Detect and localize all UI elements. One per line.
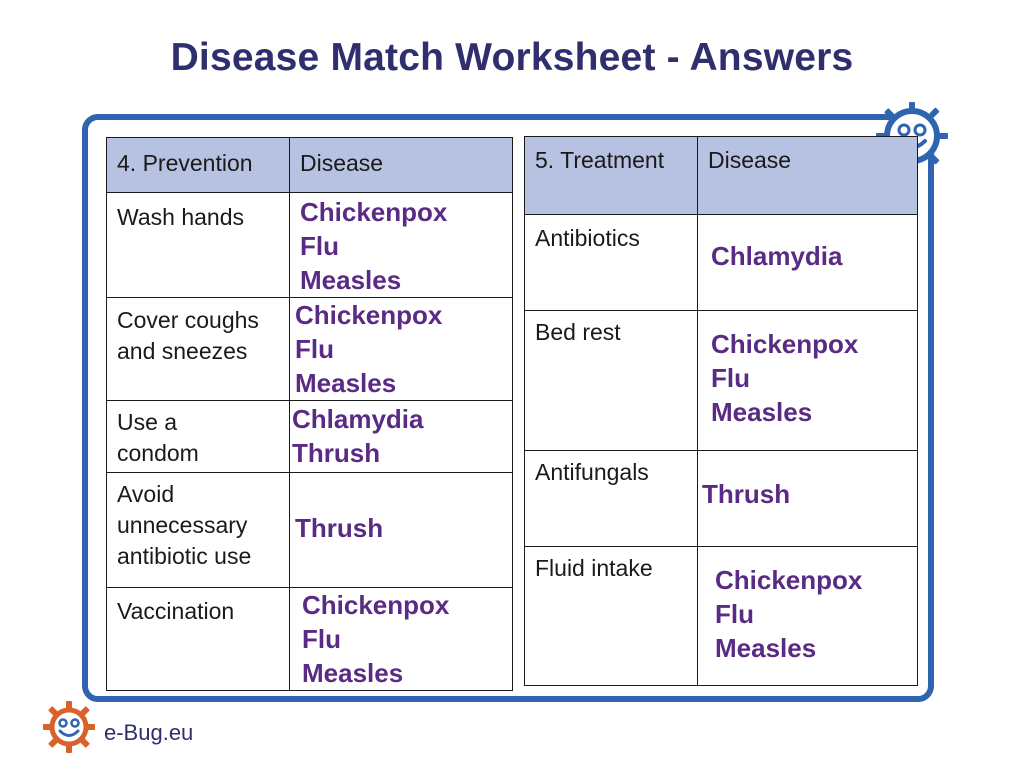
row-label: Antibiotics: [535, 225, 640, 251]
e-bug-logo-icon: [42, 700, 96, 754]
table-row: [525, 547, 918, 686]
row-label: Wash hands: [117, 204, 244, 230]
disease-answer: Chlamydia: [711, 241, 843, 271]
row-label: Antifungals: [535, 459, 649, 485]
disease-answer: Thrush: [292, 438, 381, 468]
row-label: Use a: [117, 409, 178, 435]
row-label: Bed rest: [535, 319, 621, 345]
disease-header-cell: Disease: [290, 138, 513, 193]
disease-answer: Measles: [302, 658, 404, 688]
disease-header-cell: Disease: [698, 137, 918, 215]
row-label: Vaccination: [117, 598, 235, 624]
row-label: Cover coughs: [117, 307, 259, 333]
table-row: [107, 401, 513, 473]
prevention-header-cell: 4. Prevention: [107, 138, 290, 193]
row-label: condom: [117, 440, 199, 466]
disease-answer: Chickenpox: [715, 565, 863, 595]
row-label: and sneezes: [117, 338, 248, 364]
table-row: [525, 451, 918, 547]
disease-answer: Chickenpox: [302, 590, 450, 620]
table-row: [525, 311, 918, 451]
table-row: [107, 298, 513, 401]
table-row: [107, 588, 513, 691]
treatment-header-cell: 5. Treatment: [525, 137, 698, 215]
disease-answer: Flu: [711, 363, 750, 393]
disease-answer: Flu: [302, 624, 341, 654]
disease-answer: Measles: [300, 265, 402, 295]
disease-answer: Flu: [300, 231, 339, 261]
row-label: antibiotic use: [117, 543, 252, 569]
table-row: [107, 193, 513, 298]
row-label: Avoid: [117, 481, 175, 507]
disease-answer: Chickenpox: [295, 300, 443, 330]
disease-answer: Measles: [711, 397, 813, 427]
table-row: [107, 473, 513, 588]
row-label: Fluid intake: [535, 555, 653, 581]
site-link[interactable]: e-Bug.eu: [104, 720, 194, 745]
disease-answer: Flu: [715, 599, 754, 629]
table-row: [525, 215, 918, 311]
disease-answer: Chlamydia: [292, 404, 424, 434]
disease-answer: Flu: [295, 334, 334, 364]
page-title: Disease Match Worksheet - Answers: [170, 36, 854, 79]
disease-answer: Chickenpox: [300, 197, 448, 227]
disease-answer: Measles: [715, 633, 817, 663]
prevention-table: [106, 137, 513, 691]
row-label: unnecessary: [117, 512, 248, 538]
disease-answer: Measles: [295, 368, 397, 398]
disease-answer: Thrush: [295, 513, 384, 543]
disease-answer: Chickenpox: [711, 329, 859, 359]
disease-answer: Thrush: [702, 479, 791, 509]
treatment-table: [524, 136, 918, 686]
